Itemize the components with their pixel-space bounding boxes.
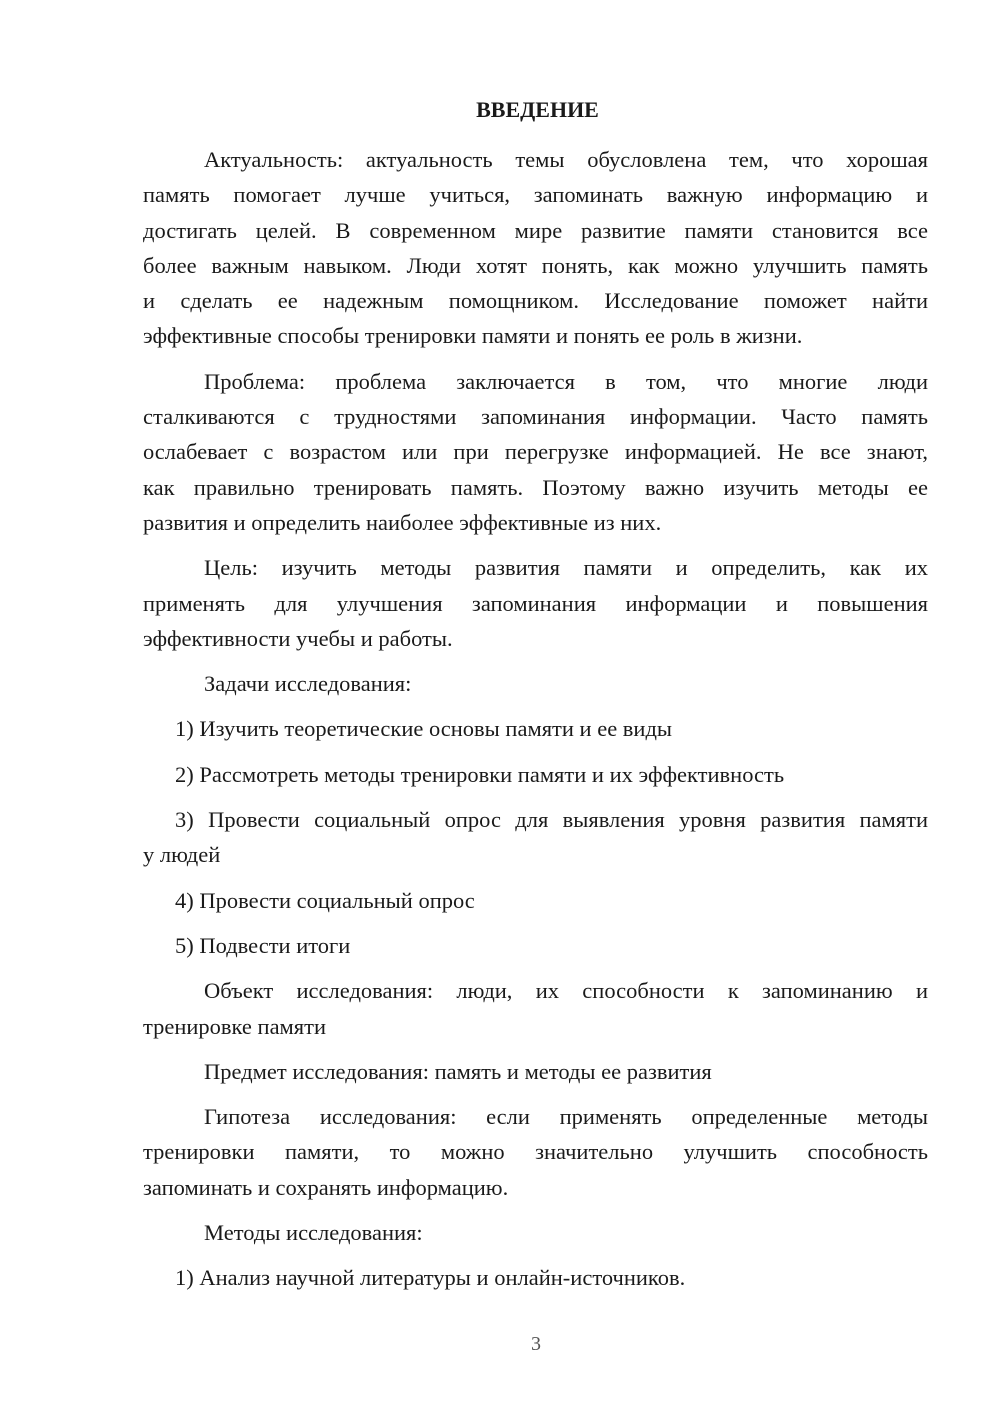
text-line: Объект исследования: люди, их способности к запоминанию и xyxy=(204,978,928,1004)
text-line: 1) Изучить теоретические основы памяти и ее виды xyxy=(175,716,673,742)
text-line: более важным навыком. Люди хотят понять, как можно улучшить память xyxy=(143,252,928,278)
paragraph xyxy=(143,550,928,656)
text-line: Методы исследования: xyxy=(204,1220,423,1246)
text-line: Проблема: проблема заключается в том, что многие люди xyxy=(204,368,928,394)
paragraph xyxy=(143,142,928,354)
text-line: Актуальность: актуальность темы обусловлена тем, что хорошая xyxy=(204,147,928,172)
list-item xyxy=(143,1260,928,1295)
document-body xyxy=(143,142,928,1296)
text-line: память помогает лучше учиться, запоминать важную информацию и xyxy=(143,182,928,208)
text-line: запоминать и сохранять информацию. xyxy=(143,1174,509,1200)
text-line: как правильно тренировать память. Поэтому важно изучить методы ее xyxy=(143,474,928,500)
paragraph xyxy=(143,1215,928,1250)
text-line: 2) Рассмотреть методы тренировки памяти и их эффективность xyxy=(175,761,785,787)
document-page xyxy=(143,92,928,1306)
text-line: тренировке памяти xyxy=(143,1013,327,1039)
text-line: развития и определить наиболее эффективные из них. xyxy=(143,509,662,535)
text-line: применять для улучшения запоминания информации и повышения xyxy=(143,590,928,616)
text-line: Предмет исследования: память и методы ее развития xyxy=(204,1058,712,1084)
text-line: эффективные способы тренировки памяти и понять ее роль в жизни. xyxy=(143,323,803,349)
paragraph xyxy=(143,1054,928,1089)
text-line: ослабевает с возрастом или при перегрузке информацией. Не все знают, xyxy=(143,439,928,465)
text-line: 4) Провести социальный опрос xyxy=(175,887,475,913)
text-line: 1) Анализ научной литературы и онлайн-источников. xyxy=(175,1265,686,1291)
text-line: у людей xyxy=(143,842,221,868)
section-title: ВВЕДЕНИЕ xyxy=(476,97,599,122)
paragraph xyxy=(143,973,928,1044)
list-item xyxy=(143,757,928,792)
page-number: 3 xyxy=(531,1333,541,1355)
text-line: Гипотеза исследования: если применять определенные методы xyxy=(204,1104,928,1130)
text-line: эффективности учебы и работы. xyxy=(143,625,453,651)
text-line: сталкиваются с трудностями запоминания информации. Часто память xyxy=(143,404,928,430)
text-line: и сделать ее надежным помощником. Исследование поможет найти xyxy=(143,288,928,314)
paragraph xyxy=(143,666,928,701)
text-line: Цель: изучить методы развития памяти и определить, как их xyxy=(204,555,928,581)
paragraph xyxy=(143,1099,928,1205)
text-line: тренировки памяти, то можно значительно улучшить способность xyxy=(143,1139,928,1165)
text-line: 5) Подвести итоги xyxy=(175,932,351,958)
paragraph xyxy=(143,364,928,540)
text-line: достигать целей. В современном мире развитие памяти становится все xyxy=(143,217,928,243)
list-item xyxy=(143,802,928,873)
list-item xyxy=(143,928,928,963)
text-line: 3) Провести социальный опрос для выявления уровня развития памяти xyxy=(175,807,928,833)
list-item xyxy=(143,711,928,746)
list-item xyxy=(143,883,928,918)
text-line: Задачи исследования: xyxy=(204,671,412,697)
